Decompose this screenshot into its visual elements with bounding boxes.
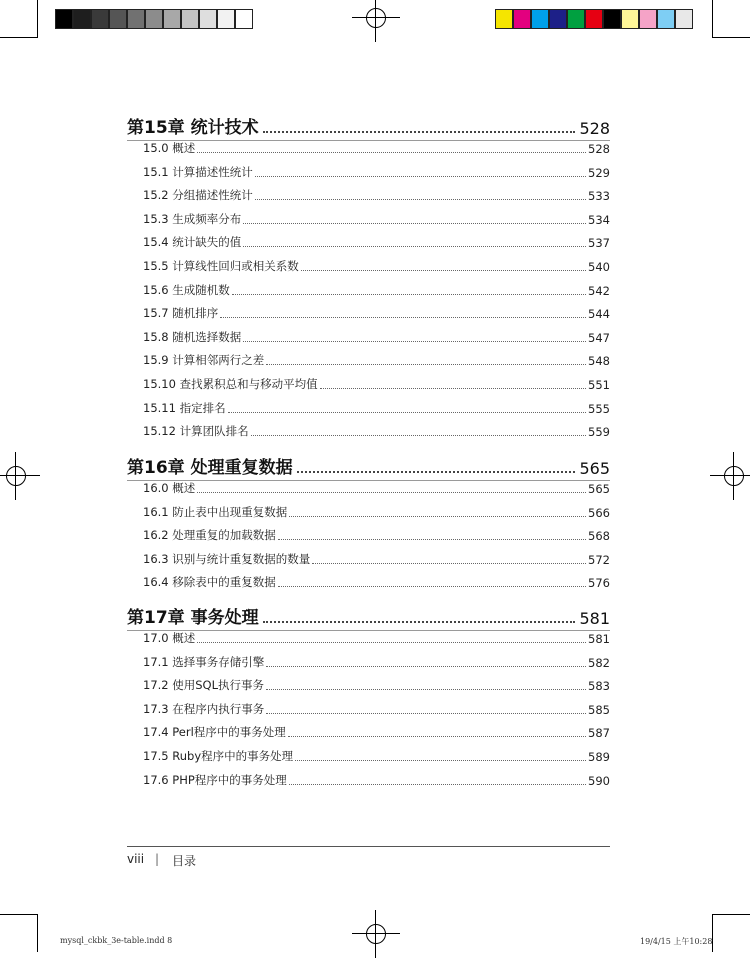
section-page-number: 548 [588,354,610,368]
dot-leader [312,563,586,564]
dot-leader [232,294,586,295]
crop-mark [712,914,750,915]
grayscale-bar [55,9,253,29]
crop-mark [0,37,38,38]
section-title: 15.12 计算团队排名 [143,424,249,438]
dot-leader [266,713,586,714]
registration-mark-top [366,8,386,28]
dot-leader [197,492,586,493]
section-title: 15.2 分组描述性统计 [143,188,253,202]
footer-rule [127,846,610,847]
dot-leader [255,199,586,200]
registration-mark-bottom [366,924,386,944]
section-page-number: 587 [588,726,610,740]
registration-mark-right [724,466,744,486]
color-swatch [513,9,531,29]
chapter-page-number: 581 [579,609,610,628]
section-page-number: 528 [588,142,610,156]
dot-leader [220,317,586,318]
footer-separator: | [155,852,160,866]
section-page-number: 585 [588,703,610,717]
chapter-page-number: 565 [579,459,610,478]
slug-timestamp: 19/4/15 上午10:28 [640,937,713,946]
crop-mark [0,914,38,915]
section-page-number: 568 [588,529,610,543]
gray-swatch [145,9,163,29]
section-page-number: 566 [588,506,610,520]
color-swatch [657,9,675,29]
toc-entry[interactable] [143,162,610,180]
color-swatch [621,9,639,29]
toc-entry[interactable] [143,421,610,439]
toc-entry[interactable] [143,770,610,788]
color-swatch [585,9,603,29]
section-page-number: 583 [588,679,610,693]
dot-leader [266,364,586,365]
gray-swatch [91,9,109,29]
slug-file-name: mysql_ckbk_3e-table.indd 8 [60,936,173,945]
section-page-number: 589 [588,750,610,764]
gray-swatch [127,9,145,29]
section-page-number: 582 [588,656,610,670]
toc-entry[interactable] [143,280,610,298]
chapter-heading[interactable] [127,604,610,628]
toc-entry[interactable] [143,722,610,740]
gray-swatch [199,9,217,29]
toc-entry[interactable] [143,256,610,274]
page-number: viii [127,852,145,866]
section-page-number: 555 [588,402,610,416]
section-page-number: 533 [588,189,610,203]
section-title: 15.0 概述 [143,141,196,155]
color-bar [495,9,693,29]
toc-entry[interactable] [143,327,610,345]
section-title: 16.2 处理重复的加载数据 [143,528,276,542]
toc-entry[interactable] [143,209,610,227]
toc-entry[interactable] [143,525,610,543]
section-title: 16.1 防止表中出现重复数据 [143,505,288,519]
gray-swatch [109,9,127,29]
dot-leader [288,736,586,737]
dot-leader [251,435,586,436]
section-title: 15.9 计算相邻两行之差 [143,353,265,367]
dot-leader [197,152,586,153]
section-title: 17.6 PHP程序中的事务处理 [143,773,287,787]
toc-entry[interactable] [143,628,610,646]
section-page-number: 590 [588,774,610,788]
section-title: 16.3 识别与统计重复数据的数量 [143,552,311,566]
color-swatch [549,9,567,29]
section-title: 15.8 随机选择数据 [143,330,242,344]
color-swatch [531,9,549,29]
chapter-heading[interactable] [127,454,610,478]
dot-leader [243,246,586,247]
dot-leader [289,784,586,785]
crop-mark [37,0,38,38]
dot-leader [295,760,586,761]
chapter-title: 第15章 统计技术 [127,118,259,138]
dot-leader [243,223,586,224]
toc-entry[interactable] [143,549,610,567]
gray-swatch [73,9,91,29]
color-swatch [567,9,585,29]
section-title: 15.3 生成频率分布 [143,212,242,226]
section-page-number: 572 [588,553,610,567]
crop-mark [712,0,713,38]
toc-entry[interactable] [143,138,610,156]
section-title: 16.0 概述 [143,481,196,495]
section-page-number: 540 [588,260,610,274]
toc-entry[interactable] [143,232,610,250]
dot-leader [297,471,576,473]
dot-leader [243,341,586,342]
gray-swatch [181,9,199,29]
section-title: 17.3 在程序内执行事务 [143,702,265,716]
dot-leader [266,689,586,690]
dot-leader [266,666,586,667]
section-page-number: 547 [588,331,610,345]
toc-entry[interactable] [143,746,610,764]
section-page-number: 544 [588,307,610,321]
dot-leader [289,516,586,517]
toc-entry[interactable] [143,478,610,496]
section-title: 15.7 随机排序 [143,306,219,320]
toc-entry[interactable] [143,572,610,590]
section-title: 16.4 移除表中的重复数据 [143,575,276,589]
toc-entry[interactable] [143,699,610,717]
dot-leader [228,412,586,413]
section-title: 17.4 Perl程序中的事务处理 [143,725,286,739]
section-page-number: 542 [588,284,610,298]
section-title: 15.5 计算线性回归或相关系数 [143,259,299,273]
dot-leader [278,586,586,587]
section-page-number: 534 [588,213,610,227]
dot-leader [320,388,586,389]
section-page-number: 565 [588,482,610,496]
section-page-number: 576 [588,576,610,590]
toc-entry[interactable] [143,350,610,368]
section-title: 17.0 概述 [143,631,196,645]
dot-leader [301,270,586,271]
toc-entry[interactable] [143,502,610,520]
dot-leader [255,176,586,177]
chapter-page-number: 528 [579,119,610,138]
color-swatch [639,9,657,29]
crop-mark [37,914,38,952]
section-page-number: 529 [588,166,610,180]
section-page-number: 581 [588,632,610,646]
section-title: 15.11 指定排名 [143,401,226,415]
section-title: 17.1 选择事务存储引擎 [143,655,265,669]
section-title: 15.1 计算描述性统计 [143,165,253,179]
chapter-heading[interactable] [127,114,610,138]
dot-leader [197,642,586,643]
chapter-title: 第16章 处理重复数据 [127,458,293,478]
toc-entry[interactable] [143,185,610,203]
section-title: 15.6 生成随机数 [143,283,230,297]
section-title: 15.10 查找累积总和与移动平均值 [143,377,318,391]
gray-swatch [235,9,253,29]
toc-entry[interactable] [143,303,610,321]
section-page-number: 537 [588,236,610,250]
color-swatch [603,9,621,29]
section-title: 17.5 Ruby程序中的事务处理 [143,749,294,763]
toc-entry[interactable] [143,374,610,392]
gray-swatch [217,9,235,29]
toc-entry[interactable] [143,398,610,416]
running-footer-title: 目录 [172,854,197,868]
section-page-number: 559 [588,425,610,439]
dot-leader [278,539,586,540]
dot-leader [263,621,576,623]
chapter-title: 第17章 事务处理 [127,608,259,628]
section-title: 17.2 使用SQL执行事务 [143,678,265,692]
color-swatch [495,9,513,29]
crop-mark [712,37,750,38]
toc-entry[interactable] [143,675,610,693]
gray-swatch [55,9,73,29]
dot-leader [263,131,576,133]
registration-mark-left [6,466,26,486]
toc-entry[interactable] [143,652,610,670]
gray-swatch [163,9,181,29]
section-page-number: 551 [588,378,610,392]
section-title: 15.4 统计缺失的值 [143,235,242,249]
color-swatch [675,9,693,29]
